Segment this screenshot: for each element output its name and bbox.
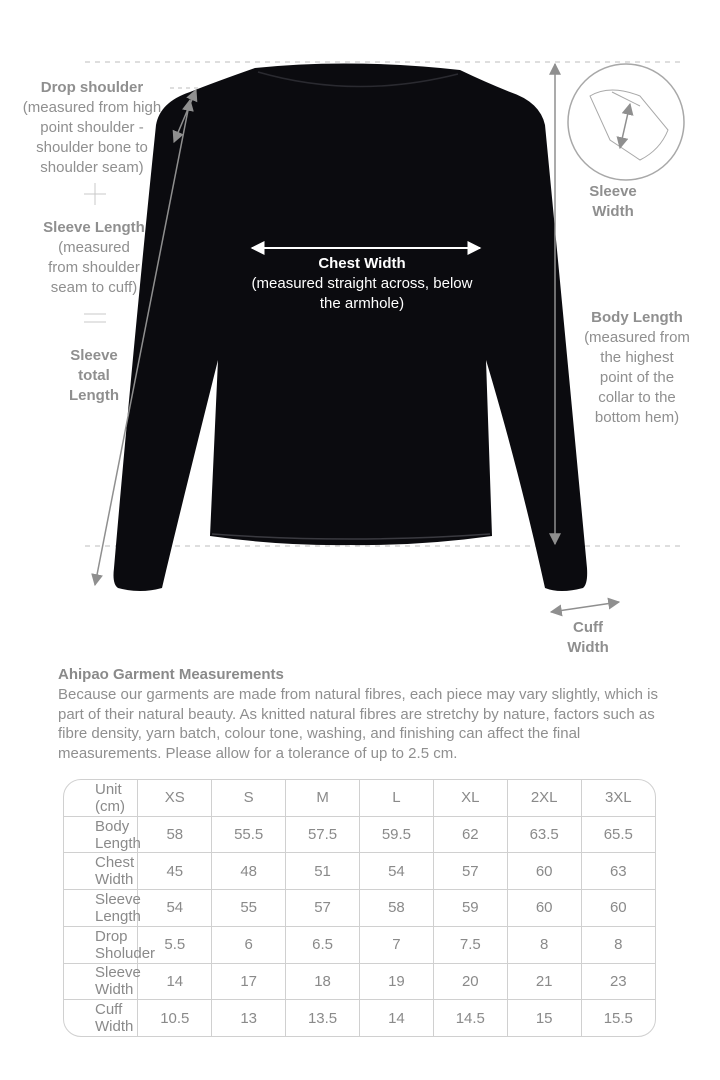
table-cell: 13.5 <box>286 1000 360 1036</box>
table-cell: 14 <box>360 1000 434 1036</box>
table-cell: 15.5 <box>581 1000 655 1036</box>
body-length-title: Body Length <box>591 309 683 326</box>
drop-shoulder-label <box>18 78 166 178</box>
table-cell: 57 <box>286 890 360 927</box>
table-cell: 19 <box>360 963 434 1000</box>
table-cell: 5.5 <box>138 926 212 963</box>
table-cell: 59 <box>433 890 507 927</box>
table-header-row <box>64 780 655 816</box>
header-cell: XL <box>433 780 507 816</box>
table-row <box>64 890 655 927</box>
table-row <box>64 853 655 890</box>
table-cell: 60 <box>581 890 655 927</box>
table-cell: 45 <box>138 853 212 890</box>
drop-shoulder-desc-line: point shoulder - <box>40 119 144 136</box>
info-body: Because our garments are made from natural fibres, each piece may vary slightly, which is part of their natural beauty. As knitted natural fibres are stretchy by nature, factors such as fibre density, yarn batch, colour tone, washing, and finishing can affect the final measurements. Please allow for a tolerance of up to 2.5 cm. <box>58 686 658 762</box>
table-cell: 63.5 <box>507 816 581 853</box>
chest-width-desc-line: the armhole) <box>319 295 405 312</box>
sleeve-total-length-label <box>54 346 134 406</box>
table-cell: 57 <box>433 853 507 890</box>
sleeve-total-title-line: total <box>78 367 110 384</box>
drop-shoulder-desc-line: shoulder seam) <box>40 159 144 176</box>
sweater-icon <box>114 63 588 591</box>
sleeve-total-title-line: Sleeve <box>70 347 118 364</box>
measurement-info <box>58 666 678 763</box>
table-cell: 65.5 <box>581 816 655 853</box>
sleeve-width-title-line: Width <box>592 203 634 220</box>
table-cell: 8 <box>507 926 581 963</box>
sleeve-length-label <box>32 218 156 298</box>
cuff-width-label <box>548 618 628 658</box>
table-cell: 14 <box>138 963 212 1000</box>
table-cell: 59.5 <box>360 816 434 853</box>
header-cell: Unit (cm) <box>64 780 138 816</box>
table-cell: 63 <box>581 853 655 890</box>
chest-width-desc-line: (measured straight across, below <box>251 275 473 292</box>
table-cell: 23 <box>581 963 655 1000</box>
drop-shoulder-desc-line: (measured from high <box>22 99 162 116</box>
cuff-width-arrow <box>551 602 619 612</box>
table-row <box>64 926 655 963</box>
table-cell: 21 <box>507 963 581 1000</box>
table-cell: 20 <box>433 963 507 1000</box>
row-label: Sleeve Length <box>64 890 138 927</box>
size-table <box>63 779 656 1037</box>
plus-icon <box>84 183 106 205</box>
table-cell: 51 <box>286 853 360 890</box>
table-row <box>64 816 655 853</box>
table-cell: 57.5 <box>286 816 360 853</box>
table-cell: 54 <box>138 890 212 927</box>
table-cell: 10.5 <box>138 1000 212 1036</box>
table-cell: 18 <box>286 963 360 1000</box>
table-row <box>64 963 655 1000</box>
sleeve-length-title: Sleeve Length <box>43 219 145 236</box>
table-cell: 13 <box>212 1000 286 1036</box>
row-label: Sleeve Width <box>64 963 138 1000</box>
table-cell: 6 <box>212 926 286 963</box>
table-cell: 55.5 <box>212 816 286 853</box>
body-length-desc-line: bottom hem) <box>594 409 680 426</box>
sleeve-width-detail-icon <box>568 64 684 180</box>
body-length-label <box>568 308 706 428</box>
table-cell: 54 <box>360 853 434 890</box>
sleeve-width-label <box>570 182 656 222</box>
table-cell: 58 <box>138 816 212 853</box>
body-length-desc-line: (measured from <box>584 329 690 346</box>
table-row <box>64 1000 655 1036</box>
body-length-desc-line: point of the <box>599 369 675 386</box>
body-length-desc-line: collar to the <box>598 389 676 406</box>
drop-shoulder-desc-line: shoulder bone to <box>36 139 148 156</box>
table-cell: 6.5 <box>286 926 360 963</box>
sleeve-length-desc-line: from shoulder <box>48 259 140 276</box>
header-cell: 3XL <box>581 780 655 816</box>
equals-icon <box>84 314 106 322</box>
header-cell: M <box>286 780 360 816</box>
header-cell: 2XL <box>507 780 581 816</box>
sleeve-width-title-line: Sleeve <box>589 183 637 200</box>
body-length-desc-line: the highest <box>600 349 674 366</box>
row-label: Body Length <box>64 816 138 853</box>
size-table-grid <box>64 780 655 1036</box>
sleeve-length-desc-line: (measured <box>58 239 130 256</box>
chest-width-title: Chest Width <box>318 255 406 272</box>
table-cell: 48 <box>212 853 286 890</box>
header-cell: S <box>212 780 286 816</box>
sleeve-total-title-line: Length <box>69 387 119 404</box>
table-cell: 8 <box>581 926 655 963</box>
table-cell: 62 <box>433 816 507 853</box>
table-cell: 58 <box>360 890 434 927</box>
table-cell: 7.5 <box>433 926 507 963</box>
sleeve-length-desc-line: seam to cuff) <box>50 279 138 296</box>
table-cell: 55 <box>212 890 286 927</box>
row-label: Cuff Width <box>64 1000 138 1036</box>
drop-shoulder-title: Drop shoulder <box>40 79 144 96</box>
table-cell: 60 <box>507 890 581 927</box>
table-cell: 17 <box>212 963 286 1000</box>
chest-width-label <box>232 254 492 314</box>
info-title: Ahipao Garment Measurements <box>58 666 284 683</box>
row-label: Drop Sholuder <box>64 926 138 963</box>
table-cell: 7 <box>360 926 434 963</box>
cuff-width-title-line: Width <box>567 639 609 656</box>
cuff-width-title-line: Cuff <box>573 619 603 636</box>
table-cell: 15 <box>507 1000 581 1036</box>
table-cell: 14.5 <box>433 1000 507 1036</box>
header-cell: L <box>360 780 434 816</box>
table-cell: 60 <box>507 853 581 890</box>
header-cell: XS <box>138 780 212 816</box>
row-label: Chest Width <box>64 853 138 890</box>
